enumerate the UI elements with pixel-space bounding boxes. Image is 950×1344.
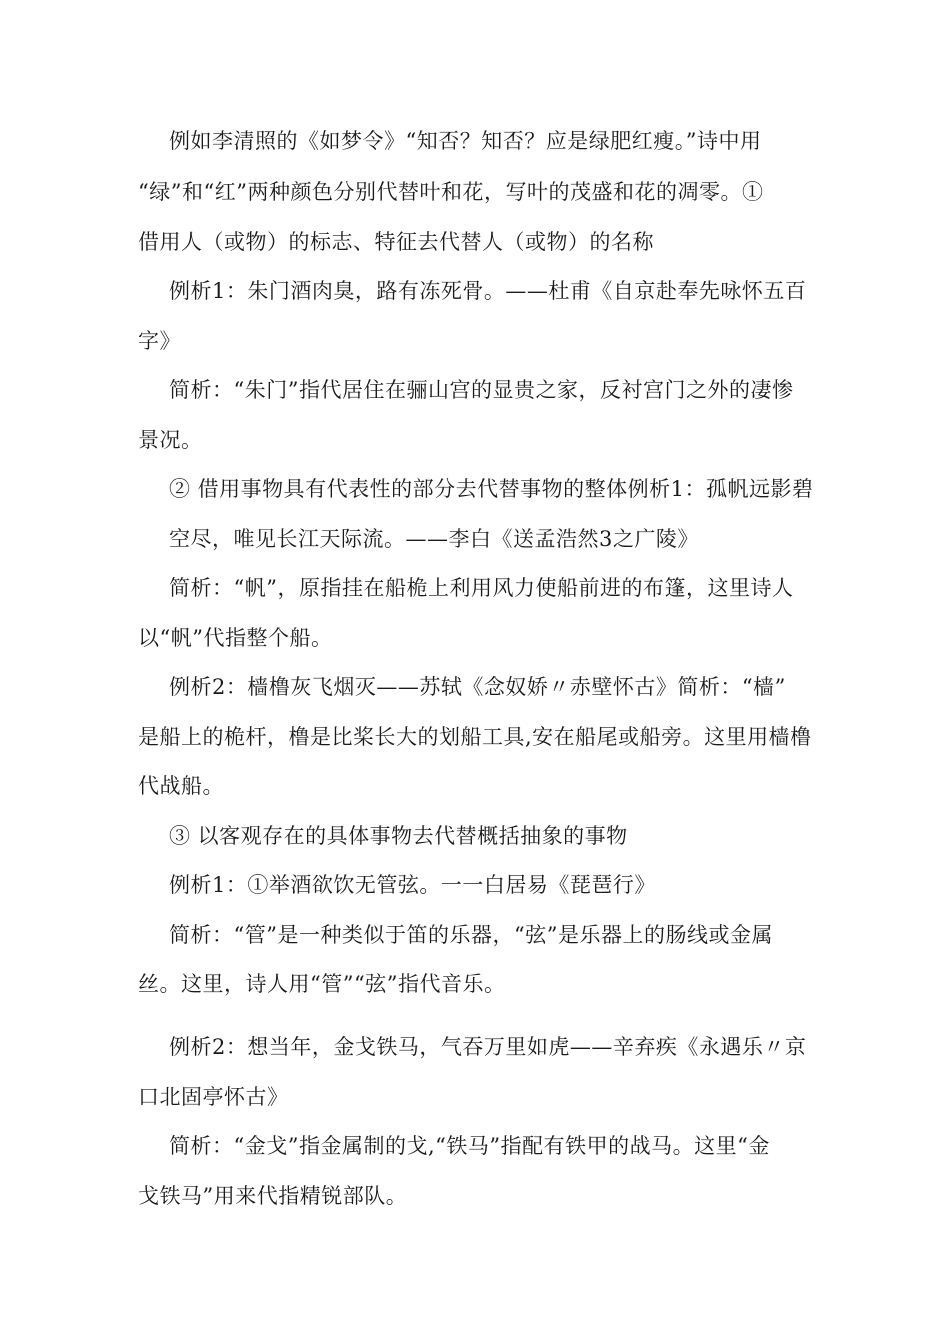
paragraph-line: 例如李清照的《如梦令》“知否？知否？应是绿肥红瘦。”诗中用 xyxy=(169,129,762,153)
paragraph-line: 景况。 xyxy=(138,428,203,452)
paragraph-line: ② 借用事物具有代表性的部分去代替事物的整体例析1：孤帆远影碧 xyxy=(169,477,814,501)
paragraph-line: 字》 xyxy=(138,329,181,353)
paragraph-line: ③ 以客观存在的具体事物去代替概括抽象的事物 xyxy=(169,824,628,848)
paragraph-line: 例析2：想当年，金戈铁马，气吞万里如虎——辛弃疾《永遇乐〃京 xyxy=(169,1035,807,1059)
paragraph-line: 例析1：①举酒欲饮无管弦。一一白居易《琵琶行》 xyxy=(169,873,656,897)
paragraph-line: 空尽，唯见长江天际流。——李白《送孟浩然3之广陵》 xyxy=(169,527,699,551)
paragraph-line: 戈铁马”用来代指精锐部队。 xyxy=(138,1184,408,1208)
paragraph-line: 简析：“管”是一种类似于笛的乐器，“弦”是乐器上的肠线或金属 xyxy=(169,923,773,947)
paragraph-line: 简析：“金戈”指金属制的戈,“铁马”指配有铁甲的战马。这里“金 xyxy=(169,1134,770,1158)
paragraph-line: “绿”和“红”两种颜色分别代替叶和花，写叶的茂盛和花的凋零。① xyxy=(138,180,764,204)
paragraph-line: 简析：“朱门”指代居住在骊山宫的显贵之家，反衬宫门之外的凄惨 xyxy=(169,378,794,402)
paragraph-line: 口北固亭怀古》 xyxy=(138,1085,289,1109)
paragraph-line: 是船上的桅杆，橹是比桨长大的划船工具,安在船尾或船旁。这里用樯橹 xyxy=(138,725,812,749)
paragraph-line: 例析2：樯橹灰飞烟灭——苏轼《念奴娇〃赤壁怀古》简析：“樯” xyxy=(169,675,786,699)
paragraph-line: 例析1：朱门酒肉臭，路有冻死骨。——杜甫《自京赴奉先咏怀五百 xyxy=(169,279,807,303)
paragraph-line: 丝。这里，诗人用“管”“弦”指代音乐。 xyxy=(138,972,506,996)
paragraph-line: 借用人（或物）的标志、特征去代替人（或物）的名称 xyxy=(138,230,654,254)
paragraph-line: 以“帆”代指整个船。 xyxy=(138,626,333,650)
paragraph-line: 代战船。 xyxy=(138,774,224,798)
paragraph-line: 简析：“帆”，原指挂在船桅上利用风力使船前进的布篷，这里诗人 xyxy=(169,576,794,600)
